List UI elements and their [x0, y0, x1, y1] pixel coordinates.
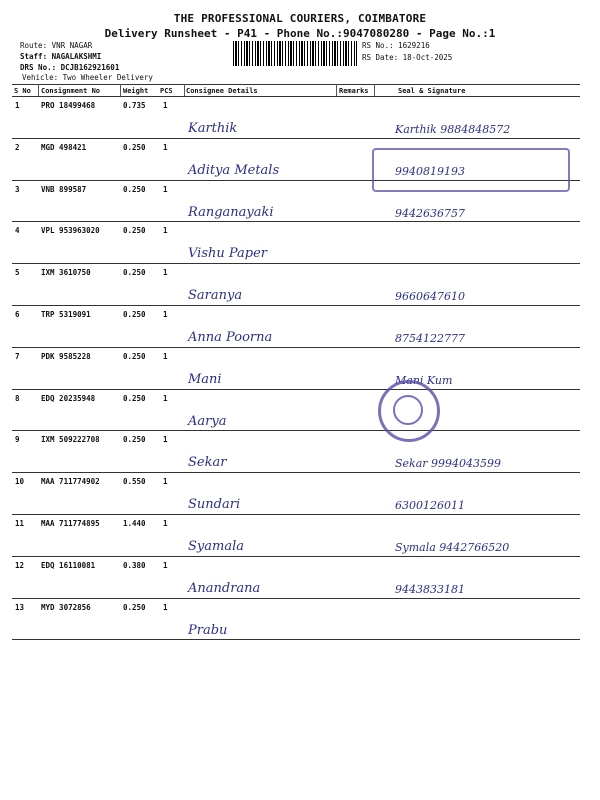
row-consignment: PDK 9585228 — [41, 351, 91, 361]
row-sno: 3 — [15, 184, 20, 194]
row-consignee-handwritten: Prabu — [188, 622, 228, 638]
row-sno: 13 — [15, 602, 25, 612]
row-consignment: EDQ 20235948 — [41, 393, 96, 403]
row-consignee-handwritten: Aditya Metals — [188, 162, 280, 178]
row-consignment: MAA 711774902 — [41, 477, 100, 487]
row-weight: 0.380 — [123, 560, 146, 570]
rs-number: RS No.: 1629216 — [362, 41, 430, 50]
row-consignment: MYD 3072856 — [41, 602, 91, 612]
row-signature-handwritten: Symala 9442766520 — [395, 541, 510, 554]
row-consignee-handwritten: Sekar — [188, 455, 227, 471]
row-rule — [12, 221, 580, 222]
vehicle-label: Vehicle: Two Wheeler Delivery — [22, 73, 153, 82]
row-rule — [12, 263, 580, 264]
row-consignee-handwritten: Vishu Paper — [188, 246, 268, 262]
row-weight: 0.250 — [123, 602, 146, 612]
row-rule — [12, 305, 580, 306]
row-sno: 8 — [15, 393, 20, 403]
row-pcs: 1 — [163, 351, 168, 361]
col-divider — [336, 84, 337, 96]
row-sno: 11 — [15, 519, 25, 528]
row-consignment: PRO 18499468 — [41, 101, 96, 110]
col-divider — [120, 84, 121, 96]
row-weight: 0.250 — [123, 142, 146, 152]
col-header-sno: S No — [14, 87, 31, 95]
row-weight: 0.250 — [123, 351, 146, 361]
row-pcs: 1 — [163, 560, 168, 570]
col-divider — [374, 84, 375, 96]
row-consignment: MGD 498421 — [41, 142, 87, 152]
barcode — [233, 41, 357, 66]
row-sno: 12 — [15, 560, 25, 570]
staff-label: Staff: NAGALAKSHMI — [20, 52, 102, 61]
row-sno: 9 — [15, 435, 20, 445]
row-signature-handwritten: 9940819193 — [395, 164, 465, 178]
row-consignee-handwritten: Anandrana — [188, 580, 261, 596]
col-header-consignment: Consignment No — [41, 87, 101, 95]
row-sno: 2 — [15, 142, 20, 152]
row-pcs: 1 — [163, 101, 168, 110]
row-pcs: 1 — [163, 519, 168, 528]
col-divider — [38, 84, 39, 96]
row-pcs: 1 — [163, 226, 168, 236]
row-sno: 7 — [15, 351, 20, 361]
row-rule — [12, 347, 580, 348]
row-weight: 0.250 — [123, 226, 146, 236]
row-consignee-handwritten: Syamala — [188, 539, 244, 554]
row-signature-handwritten: 9443833181 — [395, 582, 465, 596]
row-pcs: 1 — [163, 602, 168, 612]
row-pcs: 1 — [163, 268, 168, 278]
row-pcs: 1 — [163, 142, 168, 152]
row-rule — [12, 514, 580, 515]
stamp — [372, 148, 570, 192]
col-header-consignee: Consignee Details — [186, 87, 258, 95]
table-header-rule — [12, 96, 580, 97]
row-rule — [12, 472, 580, 473]
row-pcs: 1 — [163, 393, 168, 403]
runsheet-subtitle: Delivery Runsheet - P41 - Phone No.:9047080280 - Page No.:1 — [104, 27, 496, 40]
col-header-weight: Weight — [123, 87, 149, 95]
row-rule — [12, 389, 580, 390]
row-sno: 10 — [15, 477, 25, 487]
row-signature-handwritten: Mani Kum — [395, 373, 453, 387]
row-consignment: TRP 5319091 — [41, 310, 91, 319]
row-rule — [12, 598, 580, 599]
row-weight: 0.550 — [123, 477, 146, 487]
row-pcs: 1 — [163, 477, 168, 487]
row-rule — [12, 556, 580, 557]
row-consignee-handwritten: Mani — [188, 371, 222, 387]
rs-date: RS Date: 18-Oct-2025 — [362, 53, 453, 62]
row-weight: 0.250 — [123, 435, 146, 445]
drs-label: DRS No.: DCJB162921601 — [20, 63, 120, 72]
row-rule — [12, 430, 580, 431]
row-weight: 0.250 — [123, 184, 146, 194]
row-weight: 0.250 — [123, 310, 146, 319]
row-consignee-handwritten: Sundari — [188, 497, 241, 513]
row-signature-handwritten: Sekar 9994043599 — [395, 457, 502, 471]
row-signature-handwritten: 9660647610 — [395, 290, 465, 304]
row-consignee-handwritten: Saranya — [188, 288, 243, 304]
company-title: THE PROFESSIONAL COURIERS, COIMBATORE — [173, 12, 427, 25]
route-label: Route: VNR NAGAR — [20, 41, 93, 50]
row-consignee-handwritten: Ranganayaki — [188, 204, 274, 220]
row-signature-handwritten: Karthik 9884848572 — [395, 123, 511, 136]
row-signature-handwritten: 6300126011 — [395, 499, 465, 513]
row-sno: 1 — [15, 101, 20, 110]
row-signature-handwritten: 8754122777 — [395, 332, 465, 345]
row-consignee-handwritten: Karthik — [188, 121, 238, 136]
row-consignment: VPL 953963020 — [41, 226, 100, 236]
row-weight: 0.735 — [123, 101, 146, 110]
row-rule — [12, 639, 580, 640]
row-weight: 1.440 — [123, 519, 146, 528]
col-header-seal: Seal & Signature — [398, 87, 466, 95]
seal — [378, 380, 440, 442]
row-signature-handwritten: 9442636757 — [395, 206, 465, 220]
row-consignment: IXM 509222708 — [41, 435, 100, 445]
row-consignment: MAA 711774895 — [41, 519, 100, 528]
row-pcs: 1 — [163, 310, 168, 319]
row-weight: 0.250 — [123, 393, 146, 403]
row-pcs: 1 — [163, 435, 168, 445]
row-rule — [12, 138, 580, 139]
row-sno: 5 — [15, 268, 20, 278]
col-header-pcs: PCS — [160, 87, 173, 95]
row-sno: 4 — [15, 226, 20, 236]
col-divider — [184, 84, 185, 96]
row-consignee-handwritten: Aarya — [188, 413, 227, 429]
row-sno: 6 — [15, 310, 20, 319]
row-consignment: VNB 899587 — [41, 184, 87, 194]
row-consignment: EDQ 16110081 — [41, 560, 96, 570]
table-top-rule — [12, 84, 580, 85]
col-header-remarks: Remarks — [339, 87, 369, 95]
row-pcs: 1 — [163, 184, 168, 194]
row-consignment: IXM 3610750 — [41, 268, 91, 278]
row-weight: 0.250 — [123, 268, 146, 278]
row-consignee-handwritten: Anna Poorna — [188, 330, 273, 345]
